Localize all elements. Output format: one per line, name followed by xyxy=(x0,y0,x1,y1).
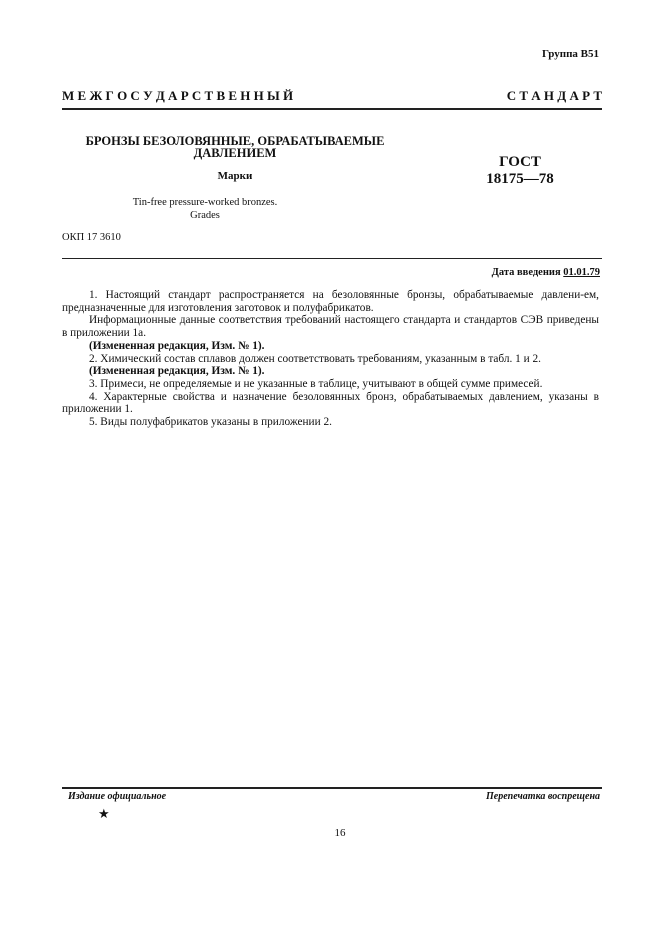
english-title-line-1: Tin-free pressure-worked bronzes. xyxy=(132,197,278,208)
header-divider xyxy=(62,258,602,259)
okp-code: ОКП 17 3610 xyxy=(62,232,121,243)
star-icon: ★ xyxy=(98,806,110,821)
title-line-1: БРОНЗЫ БЕЗОЛОВЯННЫЕ, ОБРАБАТЫВАЕМЫЕ xyxy=(85,134,385,148)
gost-label: ГОСТ xyxy=(499,154,541,170)
banner-right-text: С Т А Н Д А Р Т xyxy=(506,88,602,103)
paragraph-3: 3. Примеси, не определяемые и не указанные в таблице, учитывают в общей сумме примесей. xyxy=(89,377,543,390)
paragraph-2: 2. Химический состав сплавов должен соответствовать требованиям, указанным в табл. 1 и 2. xyxy=(89,352,541,365)
paragraph-1: 1. Настоящий стандарт распространяется на безоловянные бронзы, обрабатываемые давлени-ем, предназначенные для изготовления заготовок и полуфабрикатов. xyxy=(62,289,599,314)
gost-designation xyxy=(480,154,560,188)
banner-left-text: М Е Ж Г О С У Д А Р С Т В Е Н Н Ы Й xyxy=(62,88,294,103)
paragraph-5: 5. Виды полуфабрикатов указаны в приложении 2. xyxy=(89,416,332,429)
standard-banner xyxy=(62,88,602,104)
english-title xyxy=(70,196,340,222)
official-edition-label: Издание официальное xyxy=(68,791,167,802)
group-code: Группа В51 xyxy=(541,48,599,60)
english-title-line-2: Grades xyxy=(190,210,220,221)
paragraph-info: Информационные данные соответствия требований настоящего стандарта и стандартов СЭВ приведены в приложении 1а. xyxy=(62,314,599,340)
introduction-date xyxy=(400,267,600,278)
document-body xyxy=(62,289,599,429)
title-line-2: ДАВЛЕНИЕМ xyxy=(193,146,277,160)
document-title xyxy=(70,135,400,159)
document-subtitle: Марки xyxy=(217,170,253,182)
paragraph-4: 4. Характерные свойства и назначение безоловянных бронз, обрабатываемых давлением, указаны в приложении 1. xyxy=(62,390,599,416)
introduction-date-label: Дата введения xyxy=(491,267,561,278)
amendment-note: (Измененная редакция, Изм. № 1). xyxy=(89,365,265,378)
gost-number: 18175—78 xyxy=(486,171,554,187)
page-number: 16 xyxy=(334,827,346,839)
footer-rule xyxy=(62,787,602,789)
reprint-prohibited-label: Перепечатка воспрещена xyxy=(486,791,600,802)
amendment-note: (Измененная редакция, Изм. № 1). xyxy=(89,339,265,352)
banner-rule xyxy=(62,108,602,110)
introduction-date-value: 01.01.79 xyxy=(563,267,600,278)
